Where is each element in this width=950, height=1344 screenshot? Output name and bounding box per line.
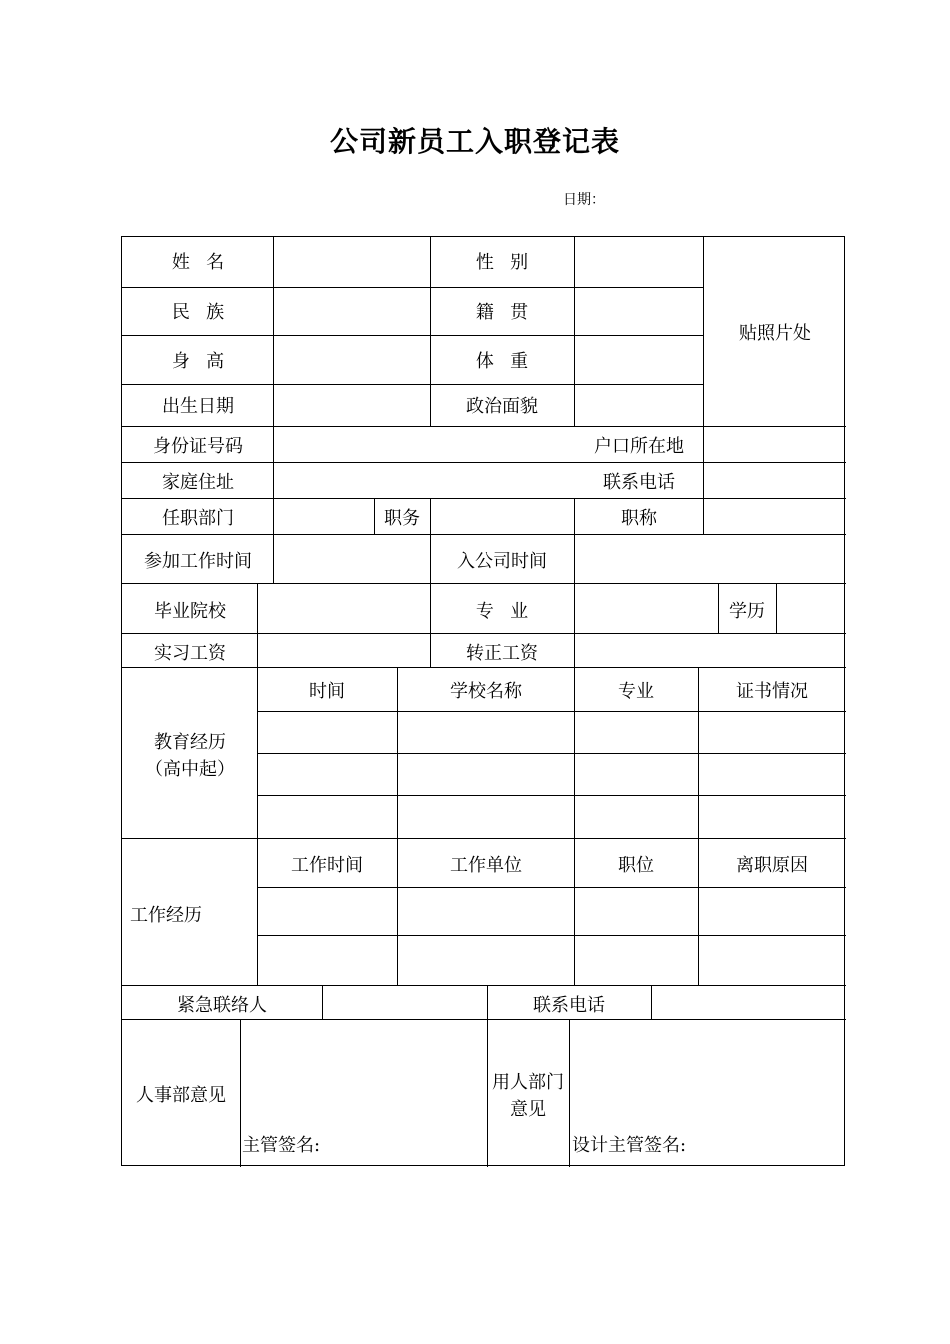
weight-label: 体重: [475, 351, 545, 372]
work-start-time-label: 参加工作时间: [144, 551, 252, 572]
hr-supervisor-sign-label: 主管签名:: [242, 1135, 321, 1156]
row-divider: [257, 887, 846, 888]
work-col-employer: 工作单位: [450, 855, 522, 876]
form-title: 公司新员工入职登记表: [329, 125, 620, 158]
join-company-time-field[interactable]: [575, 535, 845, 583]
registration-table: [121, 236, 845, 1166]
home-address-field[interactable]: [274, 463, 574, 498]
emergency-contact-label: 紧急联络人: [177, 995, 267, 1016]
join-company-time-label: 入公司时间: [457, 551, 547, 572]
col-divider: [257, 667, 258, 985]
row-divider: [257, 935, 846, 936]
col-divider: [430, 534, 431, 583]
design-supervisor-sign-label: 设计主管签名:: [572, 1135, 687, 1156]
emergency-contact-field[interactable]: [323, 986, 486, 1019]
row-divider: [257, 711, 846, 712]
row-divider: [257, 753, 846, 754]
work-col-reason: 离职原因: [736, 855, 808, 876]
ethnicity-label: 民族: [171, 302, 241, 323]
regular-salary-field[interactable]: [575, 634, 845, 667]
row-divider: [122, 838, 846, 839]
department-label: 任职部门: [162, 508, 234, 529]
education-level-field[interactable]: [777, 584, 845, 633]
row-divider: [257, 795, 846, 796]
name-label: 姓名: [171, 252, 241, 273]
col-divider: [487, 985, 488, 1019]
title-rank-field[interactable]: [704, 499, 845, 534]
department-field[interactable]: [274, 499, 374, 534]
height-label: 身高: [171, 351, 241, 372]
hiring-dept-opinion-label-line2: 意见: [510, 1099, 546, 1120]
row-divider: [122, 583, 846, 584]
col-divider: [718, 583, 719, 633]
col-divider: [430, 583, 431, 633]
photo-placeholder: 贴照片处: [739, 323, 811, 344]
date-label: 日期：: [563, 192, 605, 208]
native-place-field[interactable]: [575, 288, 702, 335]
regular-salary-label: 转正工资: [466, 643, 538, 664]
weight-field[interactable]: [575, 336, 702, 384]
edu-col-time: 时间: [309, 681, 345, 702]
work-col-position: 职位: [618, 855, 654, 876]
gender-field[interactable]: [575, 238, 702, 287]
graduated-school-label: 毕业院校: [154, 601, 226, 622]
emergency-phone-label: 联系电话: [533, 995, 605, 1016]
hr-opinion-label: 人事部意见: [136, 1085, 226, 1106]
political-status-field[interactable]: [575, 385, 702, 426]
political-status-label: 政治面貌: [466, 396, 538, 417]
ethnicity-field[interactable]: [274, 288, 429, 335]
intern-salary-label: 实习工资: [154, 643, 226, 664]
edu-col-school: 学校名称: [450, 681, 522, 702]
hukou-location-label: 户口所在地: [594, 436, 684, 457]
col-divider: [574, 498, 575, 534]
col-divider: [430, 237, 431, 426]
hiring-dept-opinion-label-line1: 用人部门: [492, 1072, 564, 1093]
position-field[interactable]: [431, 499, 574, 534]
id-number-label: 身份证号码: [153, 436, 243, 457]
col-divider: [574, 667, 575, 985]
home-address-label: 家庭住址: [162, 472, 234, 493]
height-field[interactable]: [274, 336, 429, 384]
major-field[interactable]: [575, 584, 717, 633]
title-rank-label: 职称: [621, 508, 657, 529]
col-divider: [698, 667, 699, 985]
gender-label: 性别: [475, 252, 545, 273]
position-label: 职务: [384, 508, 420, 529]
birth-date-field[interactable]: [274, 385, 429, 426]
name-field[interactable]: [274, 238, 429, 287]
work-history-label: 工作经历: [130, 905, 202, 926]
emergency-phone-field[interactable]: [652, 986, 845, 1019]
education-history-label: 教育经历: [154, 732, 226, 753]
col-divider: [374, 498, 375, 534]
edu-col-major: 专业: [618, 681, 654, 702]
education-level-label: 学历: [729, 601, 765, 622]
edu-col-certificate: 证书情况: [736, 681, 808, 702]
row-divider: [122, 667, 846, 668]
native-place-label: 籍贯: [475, 302, 545, 323]
graduated-school-field[interactable]: [258, 584, 429, 633]
col-divider: [487, 1019, 488, 1167]
col-divider: [430, 633, 431, 667]
work-start-time-field[interactable]: [274, 535, 429, 583]
contact-phone-label: 联系电话: [603, 472, 675, 493]
contact-phone-field[interactable]: [704, 463, 845, 498]
major-label: 专业: [475, 601, 545, 622]
education-history-note: （高中起）: [145, 759, 235, 780]
id-number-field[interactable]: [274, 427, 574, 462]
col-divider: [397, 667, 398, 985]
work-col-time: 工作时间: [291, 855, 363, 876]
birth-date-label: 出生日期: [162, 396, 234, 417]
hukou-location-field[interactable]: [704, 427, 845, 462]
intern-salary-field[interactable]: [258, 634, 429, 667]
